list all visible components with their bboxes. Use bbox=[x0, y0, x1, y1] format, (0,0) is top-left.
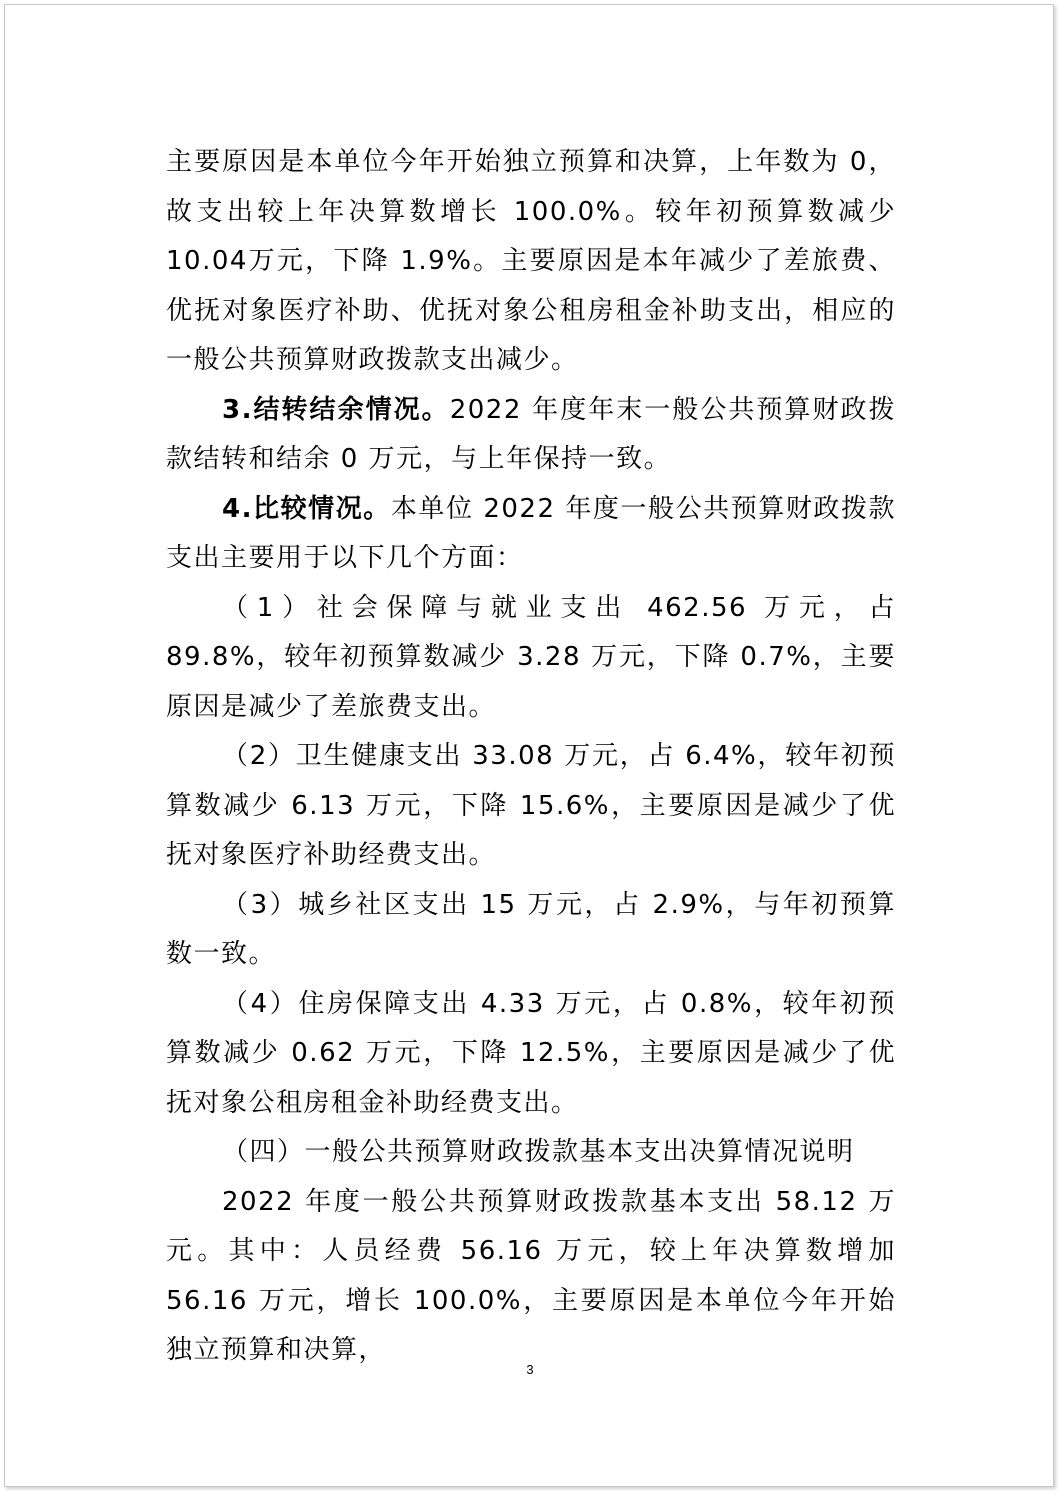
paragraph-text: （1）社会保障与就业支出 462.56 万元，占 89.8%，较年初预算数减少 3.28 万元，下降 0.7%，主要原因是减少了差旅费支出。 bbox=[166, 592, 896, 722]
paragraph-main-reason bbox=[166, 138, 896, 386]
paragraph-social-security bbox=[166, 584, 896, 733]
paragraph-text: 2022 年度一般公共预算财政拨款基本支出 58.12 万元。其中：人员经费 56.16 万元，较上年决算数增加 56.16 万元，增长 100.0%，主要原因是本单位今年开始独立预算和决算， bbox=[166, 1186, 896, 1365]
paragraph-text: 本单位 2022 年度一般公共预算财政拨款支出主要用于以下几个方面： bbox=[166, 493, 897, 573]
section-heading-comparison: 4.比较情况。 bbox=[222, 493, 391, 524]
section-title-basic-expenditure bbox=[166, 1128, 896, 1178]
paragraph-health bbox=[166, 732, 896, 881]
page-number: 3 bbox=[526, 1362, 534, 1377]
document-body bbox=[166, 138, 896, 1376]
paragraph-housing bbox=[166, 980, 896, 1129]
paragraph-text: （2）卫生健康支出 33.08 万元，占 6.4%，较年初预算数减少 6.13 万元，下降 15.6%，主要原因是减少了优抚对象医疗补助经费支出。 bbox=[166, 741, 896, 870]
paragraph-urban-rural bbox=[166, 881, 896, 980]
section-heading-carryover: 3.结转结余情况。 bbox=[222, 394, 450, 425]
paragraph-text: 主要原因是本单位今年开始独立预算和决算，上年数为 0，故支出较上年决算数增长 100.0%。较年初预算数减少 10.04万元，下降 1.9%。主要原因是本年减少了差旅费、优抚对象医疗补助、优抚对象公租房租金补助支出，相应的一般公共预算财政拨款支出减少。 bbox=[166, 147, 896, 375]
paragraph-text: （4）住房保障支出 4.33 万元，占 0.8%，较年初预算数减少 0.62 万元，下降 12.5%，主要原因是减少了优抚对象公租房租金补助经费支出。 bbox=[166, 988, 896, 1118]
paragraph-carryover bbox=[166, 386, 896, 485]
paragraph-comparison bbox=[166, 485, 896, 584]
paragraph-text: （3）城乡社区支出 15 万元，占 2.9%，与年初预算数一致。 bbox=[166, 889, 896, 969]
paragraph-basic-expenditure bbox=[166, 1178, 896, 1376]
paragraph-text: 2022 年度年末一般公共预算财政拨款结转和结余 0 万元，与上年保持一致。 bbox=[166, 394, 897, 474]
paragraph-text: （四）一般公共预算财政拨款基本支出决算情况说明 bbox=[222, 1137, 855, 1167]
